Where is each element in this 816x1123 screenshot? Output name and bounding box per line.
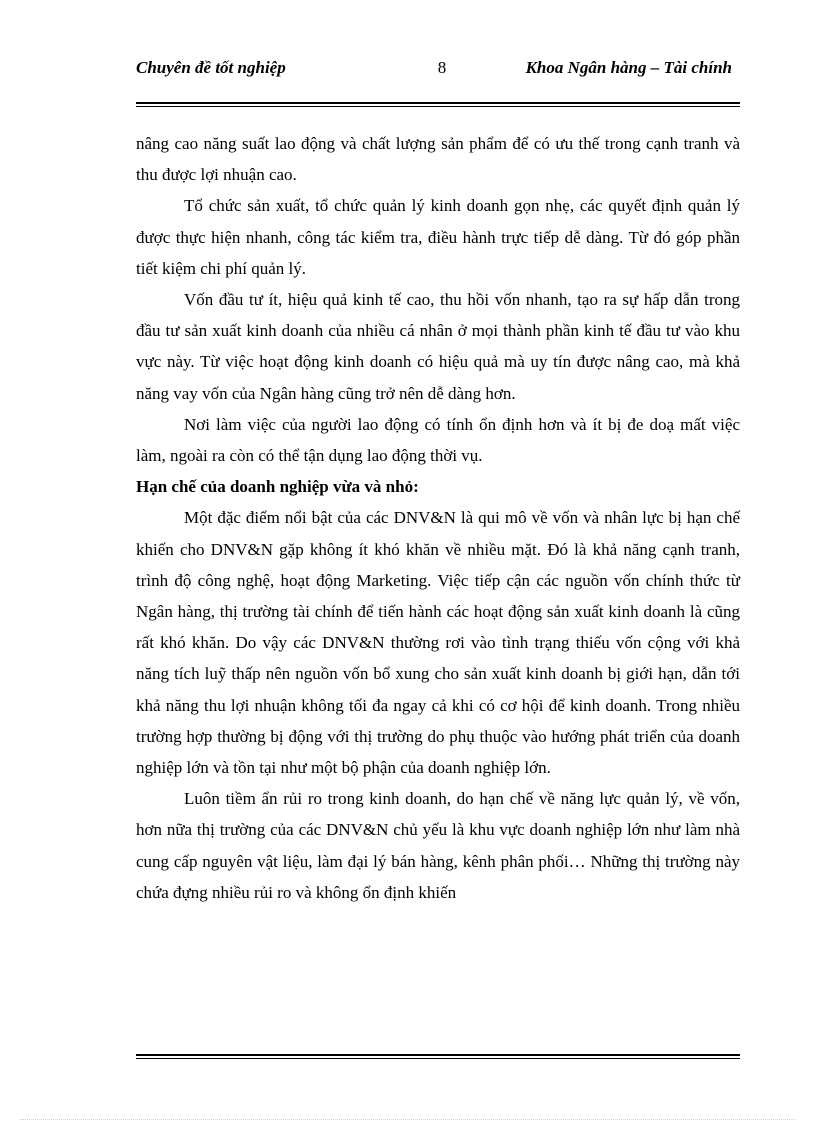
paragraph: Tổ chức sản xuất, tổ chức quản lý kinh doanh gọn nhẹ, các quyết định quản lý được thực hiện nhanh, công tác kiểm tra, điều hành trực tiếp dễ dàng. Từ đó góp phần tiết kiệm chi phí quản lý. [136, 196, 740, 278]
paragraph: Một đặc điểm nổi bật của các DNV&N là qui mô về vốn và nhân lực bị hạn chế khiến cho DNV&N gặp không ít khó khăn về nhiều mặt. Đó là khả năng cạnh tranh, trình độ công nghệ, hoạt động Marketing. Việc tiếp cận các nguồn vốn chính thức từ Ngân hàng, thị trường tài chính để tiến hành các hoạt động sản xuất kinh doanh là cũng rất khó khăn. Do vậy các DNV&N thường rơi vào tình trạng thiếu vốn cộng với khả năng tích luỹ thấp nên nguồn vốn bổ xung cho sản xuất kinh doanh bị giới hạn, dẫn tới khả năng thu lợi nhuận không tối đa ngay cả khi có cơ hội để kinh doanh. Trong nhiều trường hợp thường bị động với thị trường do phụ thuộc vào hướng phát triển của doanh nghiệp lớn và tồn tại như một bộ phận của doanh nghiệp lớn. [136, 508, 740, 778]
header-divider [136, 102, 740, 107]
paragraph-continuation: nâng cao năng suất lao động và chất lượng sản phẩm để có ưu thế trong cạnh tranh và thu được lợi nhuận cao. [136, 134, 740, 185]
page-number: 8 [437, 58, 447, 77]
header-title: Chuyên đề tốt nghiệp [136, 58, 286, 77]
paragraph: Nơi làm việc của người lao động có tính ổn định hơn và ít bị đe doạ mất việc làm, ngoài ra còn có thể tận dụng lao động thời vụ. [136, 414, 740, 466]
body-text [136, 128, 740, 908]
page-header [136, 56, 740, 86]
paragraph: Luôn tiềm ẩn rủi ro trong kinh doanh, do hạn chế về năng lực quản lý, về vốn, hơn nữa thị trường của các DNV&N chủ yếu là khu vực doanh nghiệp lớn như làm nhà cung cấp nguyên vật liệu, làm đại lý bán hàng, kênh phân phối… Những thị trường này chứa đựng nhiều rủi ro và không ổn định khiến [136, 789, 740, 902]
page-edge-line [20, 1119, 796, 1120]
header-department: Khoa Ngân hàng – Tài chính [525, 58, 732, 77]
paragraph: Vốn đầu tư ít, hiệu quả kinh tế cao, thu hồi vốn nhanh, tạo ra sự hấp dẫn trong đầu tư sản xuất kinh doanh của nhiều cá nhân ở mọi thành phần kinh tế đầu tư vào khu vực này. Từ việc hoạt động kinh doanh có hiệu quả mà uy tín được nâng cao, mà khả năng vay vốn của Ngân hàng cũng trở nên dễ dàng hơn. [136, 290, 740, 403]
section-heading: Hạn chế của doanh nghiệp vừa và nhỏ: [136, 477, 419, 497]
footer-divider [136, 1054, 740, 1059]
